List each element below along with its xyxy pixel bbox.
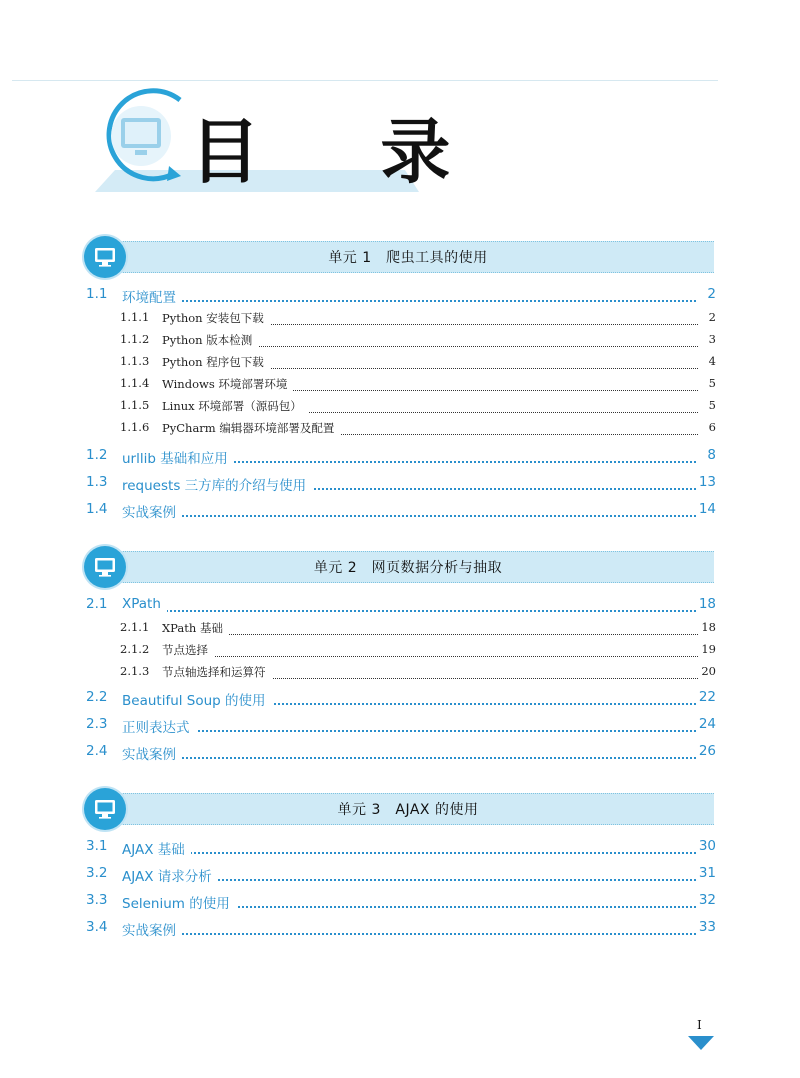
toc-subsection-entry[interactable] xyxy=(84,332,716,354)
entry-number: 2.1.1 xyxy=(120,620,150,634)
entry-page-number: 13 xyxy=(698,474,716,490)
entry-number: 2.1.3 xyxy=(120,664,150,678)
entry-page-number: 2 xyxy=(707,286,716,302)
entry-title: AJAX 请求分析 xyxy=(122,865,218,885)
entry-title: 实战案例 xyxy=(122,919,182,939)
entry-page-number: 6 xyxy=(708,420,716,434)
toc-subsection-entry[interactable] xyxy=(84,664,716,686)
entry-number: 3.4 xyxy=(86,919,108,935)
entry-title: requests 三方库的介绍与使用 xyxy=(122,474,312,494)
entry-page-number: 18 xyxy=(698,596,716,612)
toc-subsection-entry[interactable] xyxy=(84,620,716,642)
entry-title: 环境配置 xyxy=(122,286,182,306)
unit-heading: 单元 3 AJAX 的使用 xyxy=(337,802,479,818)
toc-section-entry[interactable] xyxy=(84,596,716,618)
toc-section-entry[interactable] xyxy=(84,743,716,765)
entry-page-number: 19 xyxy=(701,642,716,656)
entry-page-number: 18 xyxy=(701,620,716,634)
top-rule xyxy=(12,80,718,81)
entry-title: 节点轴选择和运算符 xyxy=(162,664,272,680)
toc-subsection-entry[interactable] xyxy=(84,310,716,332)
entry-page-number: 5 xyxy=(708,376,716,390)
dot-leader xyxy=(162,656,698,657)
toc-subsection-entry[interactable] xyxy=(84,420,716,442)
entry-number: 1.1.1 xyxy=(120,310,150,324)
unit-heading: 单元 1 爬虫工具的使用 xyxy=(328,250,488,266)
dot-leader xyxy=(162,634,698,635)
entry-title: 实战案例 xyxy=(122,501,182,521)
dot-leader xyxy=(122,515,696,517)
entry-title: Python 版本检测 xyxy=(162,332,258,348)
entry-number: 1.1 xyxy=(86,286,108,302)
entry-number: 1.4 xyxy=(86,501,108,517)
entry-title: Selenium 的使用 xyxy=(122,892,236,912)
toc-section-entry[interactable] xyxy=(84,919,716,941)
entry-number: 1.1.3 xyxy=(120,354,150,368)
toc-section-entry[interactable] xyxy=(84,286,716,308)
entry-page-number: 24 xyxy=(698,716,716,732)
entry-number: 1.1.4 xyxy=(120,376,150,390)
entry-page-number: 14 xyxy=(698,501,716,517)
entry-page-number: 31 xyxy=(698,865,716,881)
entry-title: 实战案例 xyxy=(122,743,182,763)
entry-title: XPath 基础 xyxy=(162,620,229,636)
toc-subsection-entry[interactable] xyxy=(84,398,716,420)
entry-page-number: 33 xyxy=(698,919,716,935)
entry-page-number: 4 xyxy=(708,354,716,368)
entry-title: Windows 环境部署环境 xyxy=(162,376,293,392)
down-arrow-icon xyxy=(688,1036,714,1050)
entry-title: Python 安装包下载 xyxy=(162,310,270,326)
entry-title: XPath xyxy=(122,596,167,612)
unit-header xyxy=(84,788,716,832)
entry-page-number: 5 xyxy=(708,398,716,412)
entry-title: 节点选择 xyxy=(162,642,214,658)
toc-section-entry[interactable] xyxy=(84,447,716,469)
entry-page-number: 22 xyxy=(698,689,716,705)
entry-number: 2.3 xyxy=(86,716,108,732)
toc-section-entry[interactable] xyxy=(84,689,716,711)
dot-leader xyxy=(122,852,696,854)
toc-section-entry[interactable] xyxy=(84,892,716,914)
entry-page-number: 26 xyxy=(698,743,716,759)
entry-title: urllib 基础和应用 xyxy=(122,447,234,467)
unit-header xyxy=(84,236,716,280)
toc-section-entry[interactable] xyxy=(84,838,716,860)
entry-number: 1.3 xyxy=(86,474,108,490)
toc-section-entry[interactable] xyxy=(84,501,716,523)
entry-title: Beautiful Soup 的使用 xyxy=(122,689,272,709)
toc-subsection-entry[interactable] xyxy=(84,354,716,376)
toc-subsection-entry[interactable] xyxy=(84,376,716,398)
dot-leader xyxy=(122,757,696,759)
toc-subsection-entry[interactable] xyxy=(84,642,716,664)
entry-number: 2.4 xyxy=(86,743,108,759)
entry-page-number: 30 xyxy=(698,838,716,854)
unit-header xyxy=(84,546,716,590)
entry-title: PyCharm 编辑器环境部署及配置 xyxy=(162,420,340,436)
toc-section-entry[interactable] xyxy=(84,865,716,887)
unit-heading: 单元 2 网页数据分析与抽取 xyxy=(313,560,503,576)
toc-section-entry[interactable] xyxy=(84,716,716,738)
entry-number: 3.2 xyxy=(86,865,108,881)
entry-number: 3.3 xyxy=(86,892,108,908)
dot-leader xyxy=(122,933,696,935)
entry-page-number: 2 xyxy=(708,310,716,324)
entry-number: 2.2 xyxy=(86,689,108,705)
entry-page-number: 8 xyxy=(707,447,716,463)
dot-leader xyxy=(122,300,696,302)
page-folio: I xyxy=(697,1018,702,1032)
dot-leader xyxy=(122,610,696,612)
entry-number: 1.1.6 xyxy=(120,420,150,434)
entry-number: 1.1.2 xyxy=(120,332,150,346)
entry-title: Linux 环境部署（源码包） xyxy=(162,398,308,414)
entry-number: 1.1.5 xyxy=(120,398,150,412)
entry-title: 正则表达式 xyxy=(122,716,196,736)
entry-title: Python 程序包下载 xyxy=(162,354,270,370)
page-title: 目 录 xyxy=(190,111,499,193)
entry-number: 2.1.2 xyxy=(120,642,150,656)
entry-page-number: 32 xyxy=(698,892,716,908)
entry-page-number: 3 xyxy=(708,332,716,346)
entry-title: AJAX 基础 xyxy=(122,838,191,858)
entry-page-number: 20 xyxy=(701,664,716,678)
entry-number: 3.1 xyxy=(86,838,108,854)
entry-number: 1.2 xyxy=(86,447,108,463)
toc-section-entry[interactable] xyxy=(84,474,716,496)
entry-number: 2.1 xyxy=(86,596,108,612)
dot-leader xyxy=(122,730,696,732)
